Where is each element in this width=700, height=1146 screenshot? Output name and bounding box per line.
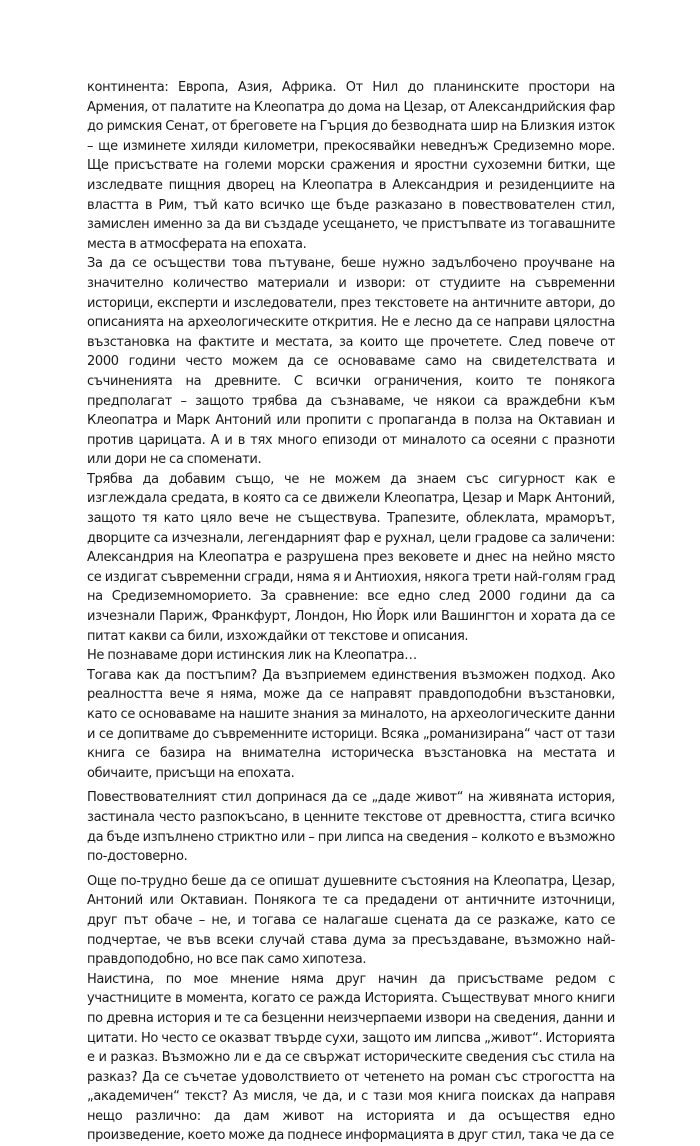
paragraph: Тогава как да постъпим? Да възприемем единствения възможен подход. Ако реалността вече я няма, може да се направят правдоподобни възстановки, като се основаваме на нашите знания за миналото, на археологическите данни и се допитваме до съвременните историци. Всяка „романизирана“ част от тази книга се базира на внимателна историческа възстановка на местата и обичаите, присъщи на епохата. (87, 667, 615, 781)
paragraph: За да се осъществи това пътуване, беше нужно задълбочено проучване на значително количество материали и извори: от студиите на съвременни историци, експерти и изследователи, през текстовете на античните автори, до описанията на археологическите открития. Не е лесно да се направи цялостна възстановка на фактите и местата, за които ще прочетете. След повече от 2000 години често можем да се основаваме само на свидетелствата и съчиненията на древните. С всички ограничения, които те понякога предполагат – защото трябва да съзнаваме, че някои са враждебни към Клеопатра и Марк Антоний или пропити с пропаганда в полза на Октавиан и против царицата. А и в тях много епизоди от миналото са осеяни с празноти или дори не са споменати. (87, 256, 615, 468)
paragraph: Повествователният стил допринася да се „даде живот“ на живяната история, застинала често разпокъсано, в ценните текстове от древността, стига всичко да бъде изпълнено стриктно или – при липса на сведения – колкото е възможно по-достоверно. (87, 790, 615, 865)
paragraph: Не познаваме дори истинския лик на Клеопатра… (87, 648, 417, 664)
paragraph: Трябва да добавим също, че не можем да знаем със сигурност как е изглеждала средата, в която са се движели Клеопатра, Цезар и Марк Антоний, защото тя като цяло вече не съществува. Трапезите, облеклата, мраморът, дворците са изчезнали, легендарният фар е рухнал, цели градове са заличени: Александрия на Клеопатра е разрушена през вековете и днес на нейно място се издигат съвременни сгради, няма я и Антиохия, някога трети най-голям град на Средиземноморието. За сравнение: все едно след 2000 години да са изчезнали Париж, Франкфурт, Лондон, Ню Йорк или Вашингтон и хората да се питат какви са били, изхождайки от текстове и описания. (87, 471, 615, 644)
paragraph: континента: Европа, Азия, Африка. От Нил до планинските простори на Армения, от палатите на Клеопатра до дома на Цезар, от Александрийския фар до римския Сенат, от бреговете на Гърция до безводната шир на Близкия изток – ще изминете хиляди километри, прекосявайки неведнъж Средиземно море. Ще присъствате на големи морски сражения и яростни сухоземни битки, ще изследвате пищния дворец на Клеопатра в Александрия и резиденциите на властта в Рим, тъй като всичко ще бъде разказано в повествователен стил, замислен именно за да ви създаде усещането, че пристъпвате из тогавашните места в атмосферата на епохата. (87, 80, 615, 252)
document-page (87, 78, 615, 1146)
paragraph: Наистина, по мое мнение няма друг начин да присъстваме редом с участниците в момента, когато се ражда Историята. Съществуват много книги по древна история и те са безценни неизчерпаеми извори на сведения, данни и цитати. Но често се оказват твърде сухи, защото им липсва „живот“. Историята е и разказ. Възможно ли е да се свържат историческите сведения със стила на разказ? Да се съчетае удоволствието от четенето на роман със строгостта на „академичен“ текст? Аз мисля, че да, и с тази моя книга поисках да направя нещо различно: да дам живот на историята и да осъществя едно произведение, което може да поднесе информацията в друг стил, така че да се (87, 971, 615, 1144)
paragraph: Още по-трудно беше да се опишат душевните състояния на Клеопатра, Цезар, Антоний или Октавиан. Понякога те са предадени от античните източници, друг път обаче – не, и тогава се налагаше сцената да се разкаже, като се подчертае, че във всеки случай става дума за пресъздаване, възможно най-правдоподобно, но все пак само хипотеза. (87, 873, 615, 968)
